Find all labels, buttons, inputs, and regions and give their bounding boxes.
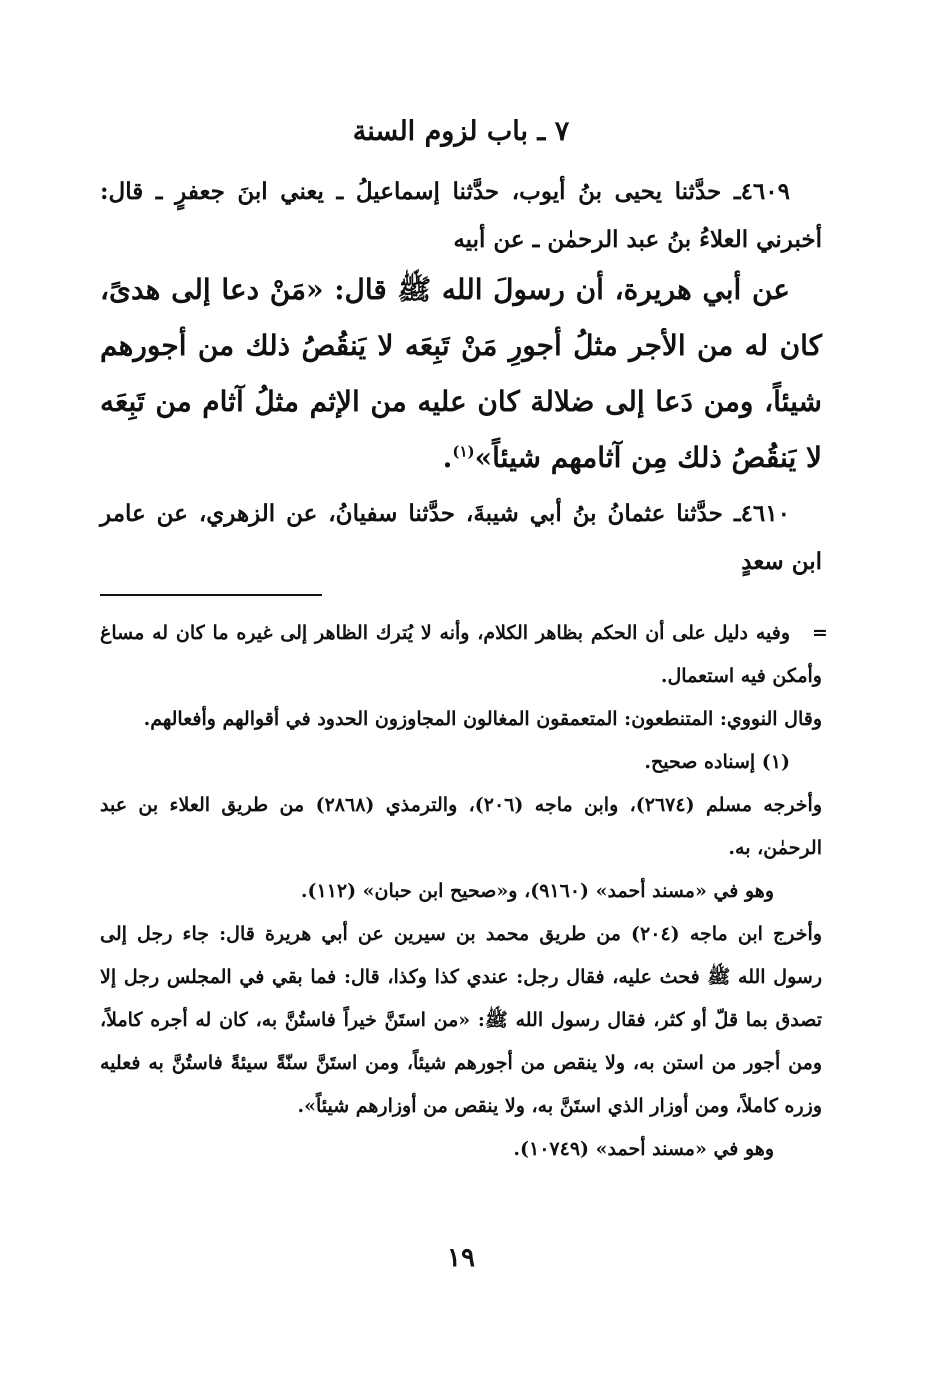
footnote-ref-1[interactable]: (١) <box>452 442 475 461</box>
footnote-nawawi: وقال النووي: المتنطعون: المتعمقون المغالون المجاوزون الحدود في أقوالهم وأفعالهم. <box>143 708 822 730</box>
footnote-1-musnad: وهو في «مسند أحمد» (٩١٦٠)، و«صحيح ابن حبان» (١١٢). <box>300 880 774 902</box>
chapter-title: ٧ ـ باب لزوم السنة <box>352 116 570 147</box>
footnote-1-takhrij: وأخرجه مسلم (٢٦٧٤)، وابن ماجه (٢٠٦)، والترمذي (٢٨٦٨) من طريق العلاء بن عبد الرحمٰن، به. <box>100 794 823 859</box>
hadith-4609-isnad: ٤٦٠٩ـ حدَّثنا يحيى بنُ أيوب، حدَّثنا إسماعيلُ ـ يعني ابنَ جعفرٍ ـ قال: أخبرني العلاءُ بنُ عبد الرحمٰن ـ عن أبيه <box>100 178 822 253</box>
footnote-paragraph-continued: وفيه دليل على أن الحكم بظاهر الكلام، وأنه لا يُترك الظاهر إلى غيره ما كان له مساغ وأمكن فيه استعمال. <box>100 622 822 687</box>
footnote-1-ibn-majah: وأخرج ابن ماجه (٢٠٤) من طريق محمد بن سيرين عن أبي هريرة قال: جاء رجل إلى رسول الله ﷺ فحث عليه، فقال رجل: عندي كذا وكذا، قال: فما بقي في المجلس رجل إلا تصدق بما قلّ أو كثر، فقال رسول الله ﷺ: «من استَنَّ خيراً فاستُنَّ به، كان له أجره كاملاً، ومن أجور من استن به، ولا ينقص من أجورهم شيئاً، ومن استَنَّ سنّةً سيئةً فاستُنَّ به فعليه وزره كاملاً، ومن أوزار الذي استَنَّ به، ولا ينقص من أوزارهم شيئاً». <box>100 923 822 1117</box>
continuation-mark: = <box>812 622 828 644</box>
footnotes-section <box>100 612 828 1171</box>
hadith-4610-isnad: ٤٦١٠ـ حدَّثنا عثمانُ بنُ أبي شيبةَ، حدَّثنا سفيانُ، عن الزهري، عن عامر ابن سعدٍ <box>100 500 822 575</box>
footnote-divider <box>100 594 322 596</box>
footnote-1-musnad-2: وهو في «مسند أحمد» (١٠٧٤٩). <box>513 1138 774 1160</box>
hadith-4609-end-mark: . <box>442 441 453 474</box>
page-number: ١٩ <box>447 1243 475 1273</box>
hadith-4609-matn-text: عن أبي هريرة، أن رسولَ الله ﷺ قال: «مَنْ دعا إلى هدىً، كان له من الأجر مثلُ أجورِ مَنْ تَبِعَه لا يَنقُصُ ذلك من أجورهم شيئاً، ومن دَعا إلى ضلالة كان عليه من الإثم مثلُ آثام من تَبِعَه لا يَنقُصُ ذلك مِن آثامهم شيئاً» <box>100 273 822 474</box>
book-page <box>100 0 828 1377</box>
footnote-1-grading: (١) إسناده صحيح. <box>644 751 790 773</box>
hadith-4609-matn <box>100 262 822 486</box>
